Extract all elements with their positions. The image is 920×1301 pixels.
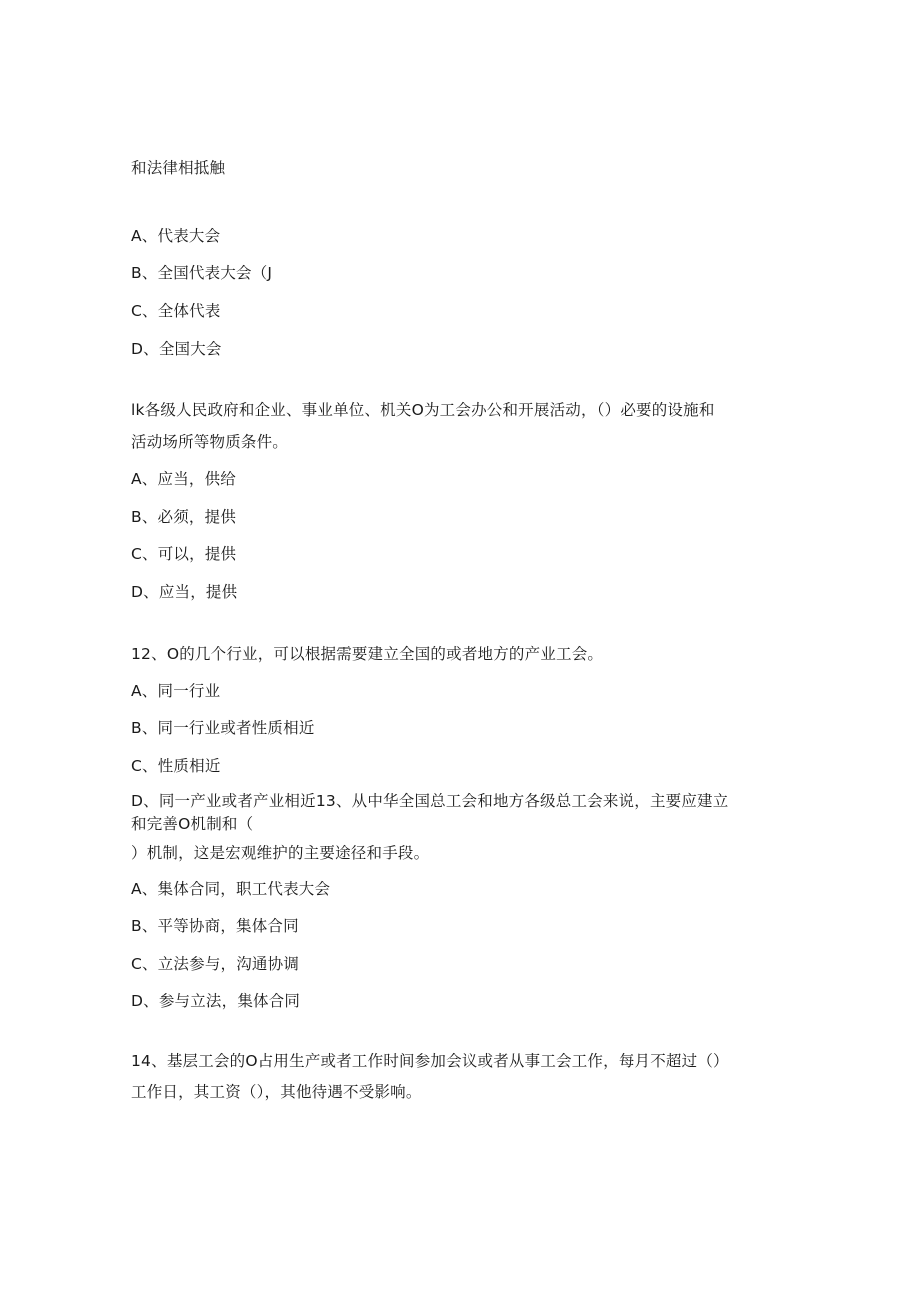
- q12-option-b: B、同一行业或者性质相近: [131, 719, 315, 737]
- q11-option-c: C、可以，提供: [131, 545, 237, 563]
- q10-option-b: B、全国代表大会（J: [131, 264, 273, 282]
- q13-option-b: B、平等协商，集体合同: [131, 917, 299, 935]
- q14-question-line-1: 14、基层工会的O占用生产或者工作时间参加会议或者从事工会工作，每月不超过（）: [131, 1052, 729, 1070]
- q10-option-c: C、全体代表: [131, 302, 221, 320]
- q14-question-line-2: 工作日，其工资（），其他待遇不受影响。: [131, 1083, 422, 1101]
- q13-question-line-3: ）机制，这是宏观维护的主要途径和手段。: [131, 844, 430, 862]
- q10-option-a: A、代表大会: [131, 227, 221, 245]
- q12-question: 12、O的几个行业，可以根据需要建立全国的或者地方的产业工会。: [131, 645, 604, 663]
- q11-question-line-2: 活动场所等物质条件。: [131, 433, 289, 451]
- q11-option-d: D、应当，提供: [131, 583, 238, 601]
- q12-option-c: C、性质相近: [131, 757, 221, 775]
- q11-option-b: B、必须，提供: [131, 508, 237, 526]
- q10-option-d: D、全国大会: [131, 340, 222, 358]
- q12-option-d-q13-line-1: D、同一产业或者产业相近13、从中华全国总工会和地方各级总工会来说，主要应建立: [131, 792, 729, 810]
- q13-question-line-2: 和完善O机制和（: [131, 815, 254, 833]
- intro-line: 和法律相抵触: [131, 159, 226, 177]
- q11-option-a: A、应当，供给: [131, 470, 237, 488]
- q13-option-a: A、集体合同，职工代表大会: [131, 880, 331, 898]
- q13-option-d: D、参与立法，集体合同: [131, 992, 301, 1010]
- q13-option-c: C、立法参与，沟通协调: [131, 955, 300, 973]
- q11-question-line-1: lk各级人民政府和企业、事业单位、机关O为工会办公和开展活动，（）必要的设施和: [131, 401, 715, 419]
- q12-option-a: A、同一行业: [131, 682, 221, 700]
